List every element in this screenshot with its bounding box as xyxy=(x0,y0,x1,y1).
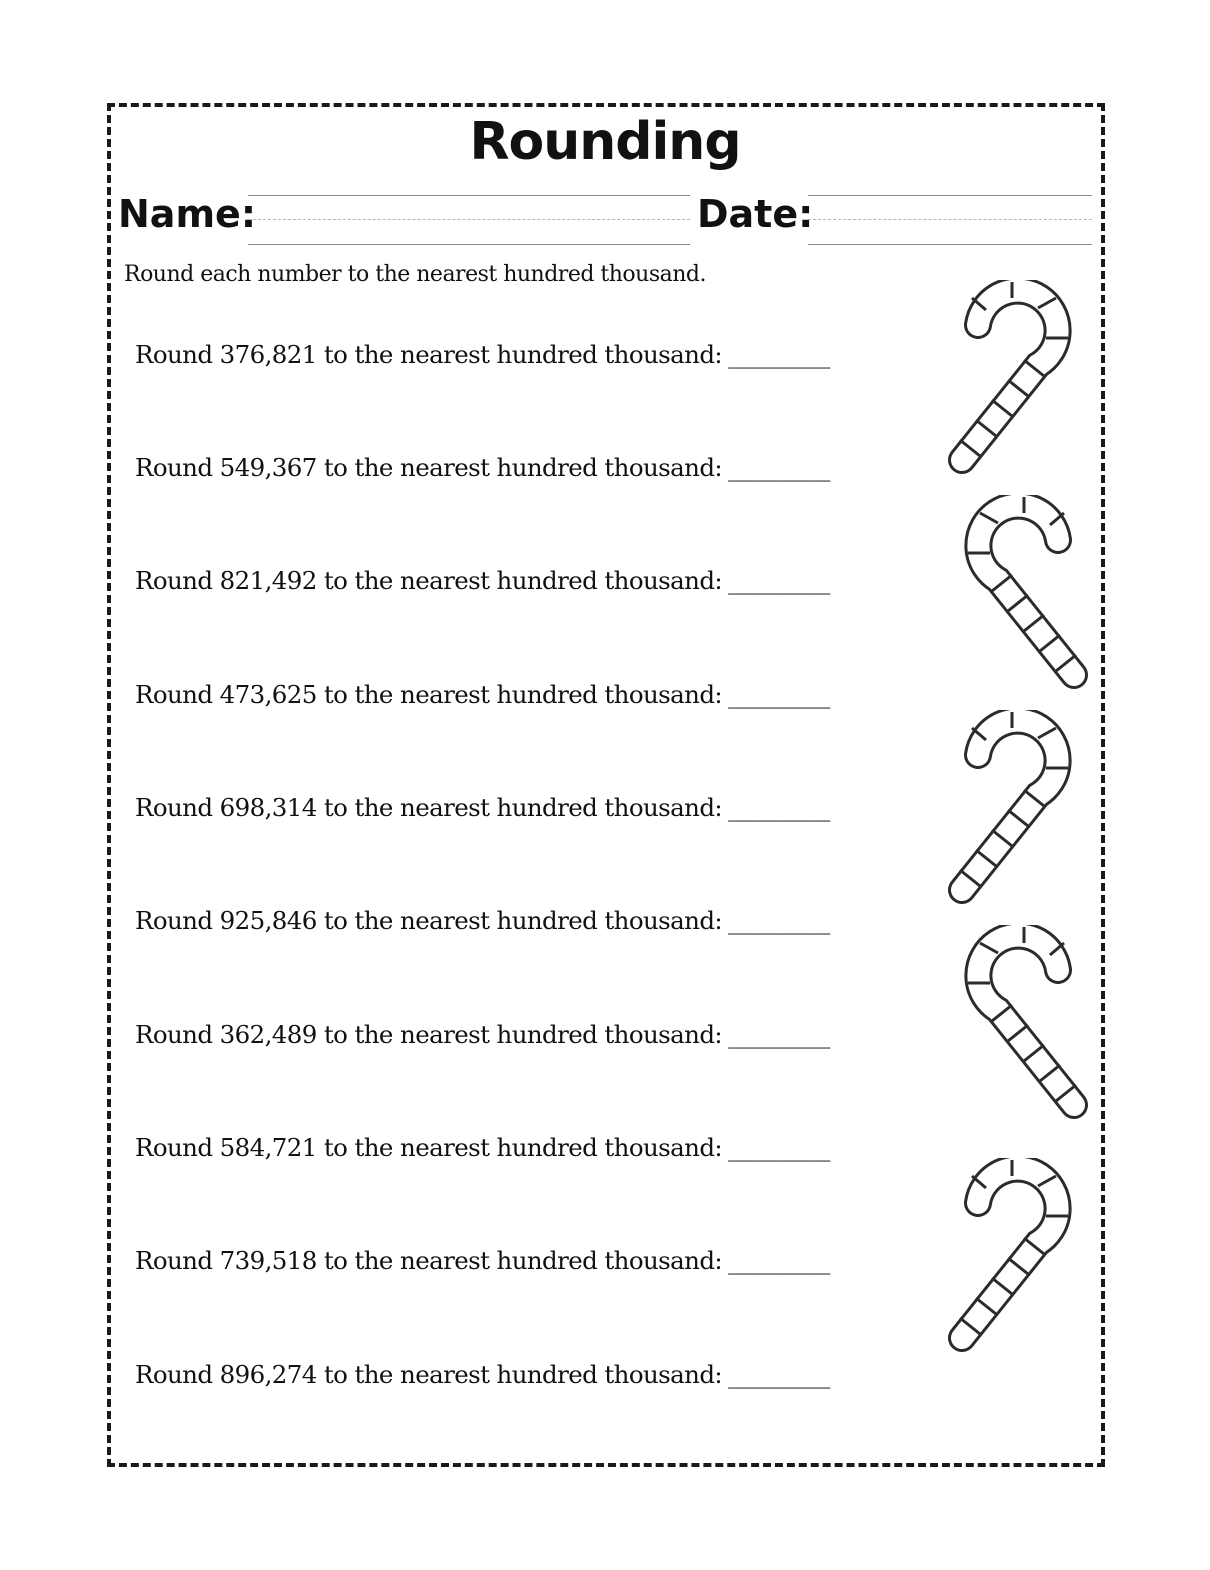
question-6 xyxy=(135,906,829,935)
candy-cane-icon xyxy=(938,495,1098,695)
question-text: Round 698,314 to the nearest hundred thousand: xyxy=(135,793,723,822)
instructions: Round each number to the nearest hundred thousand. xyxy=(124,262,706,287)
answer-blank[interactable]: _________ xyxy=(728,793,830,822)
question-4 xyxy=(135,680,829,709)
question-9 xyxy=(135,1246,829,1275)
answer-blank[interactable]: _________ xyxy=(728,1246,830,1275)
candy-cane-icon xyxy=(938,925,1098,1125)
candy-cane-icon xyxy=(938,710,1098,910)
answer-blank[interactable]: _________ xyxy=(728,906,830,935)
answer-blank[interactable]: _________ xyxy=(728,1360,830,1389)
answer-blank[interactable]: _________ xyxy=(728,453,830,482)
question-10 xyxy=(135,1360,829,1389)
question-1 xyxy=(135,340,829,369)
question-3 xyxy=(135,566,829,595)
question-text: Round 584,721 to the nearest hundred thousand: xyxy=(135,1133,723,1162)
date-writing-line[interactable] xyxy=(808,195,1092,245)
answer-blank[interactable]: _________ xyxy=(728,566,830,595)
question-text: Round 821,492 to the nearest hundred thousand: xyxy=(135,566,723,595)
answer-blank[interactable]: _________ xyxy=(728,680,830,709)
question-text: Round 362,489 to the nearest hundred thousand: xyxy=(135,1020,723,1049)
question-text: Round 739,518 to the nearest hundred thousand: xyxy=(135,1246,723,1275)
date-label: Date: xyxy=(697,192,814,236)
question-text: Round 376,821 to the nearest hundred thousand: xyxy=(135,340,723,369)
answer-blank[interactable]: _________ xyxy=(728,340,830,369)
candy-cane-icon xyxy=(938,1158,1098,1358)
answer-blank[interactable]: _________ xyxy=(728,1020,830,1049)
question-text: Round 473,625 to the nearest hundred thousand: xyxy=(135,680,723,709)
name-label: Name: xyxy=(118,192,257,236)
question-text: Round 925,846 to the nearest hundred thousand: xyxy=(135,906,723,935)
question-2 xyxy=(135,453,829,482)
name-writing-line[interactable] xyxy=(248,195,690,245)
question-text: Round 549,367 to the nearest hundred thousand: xyxy=(135,453,723,482)
candy-cane-icon xyxy=(938,280,1098,480)
worksheet-title: Rounding xyxy=(469,112,741,172)
question-5 xyxy=(135,793,829,822)
question-text: Round 896,274 to the nearest hundred thousand: xyxy=(135,1360,723,1389)
answer-blank[interactable]: _________ xyxy=(728,1133,830,1162)
question-7 xyxy=(135,1020,829,1049)
question-8 xyxy=(135,1133,829,1162)
